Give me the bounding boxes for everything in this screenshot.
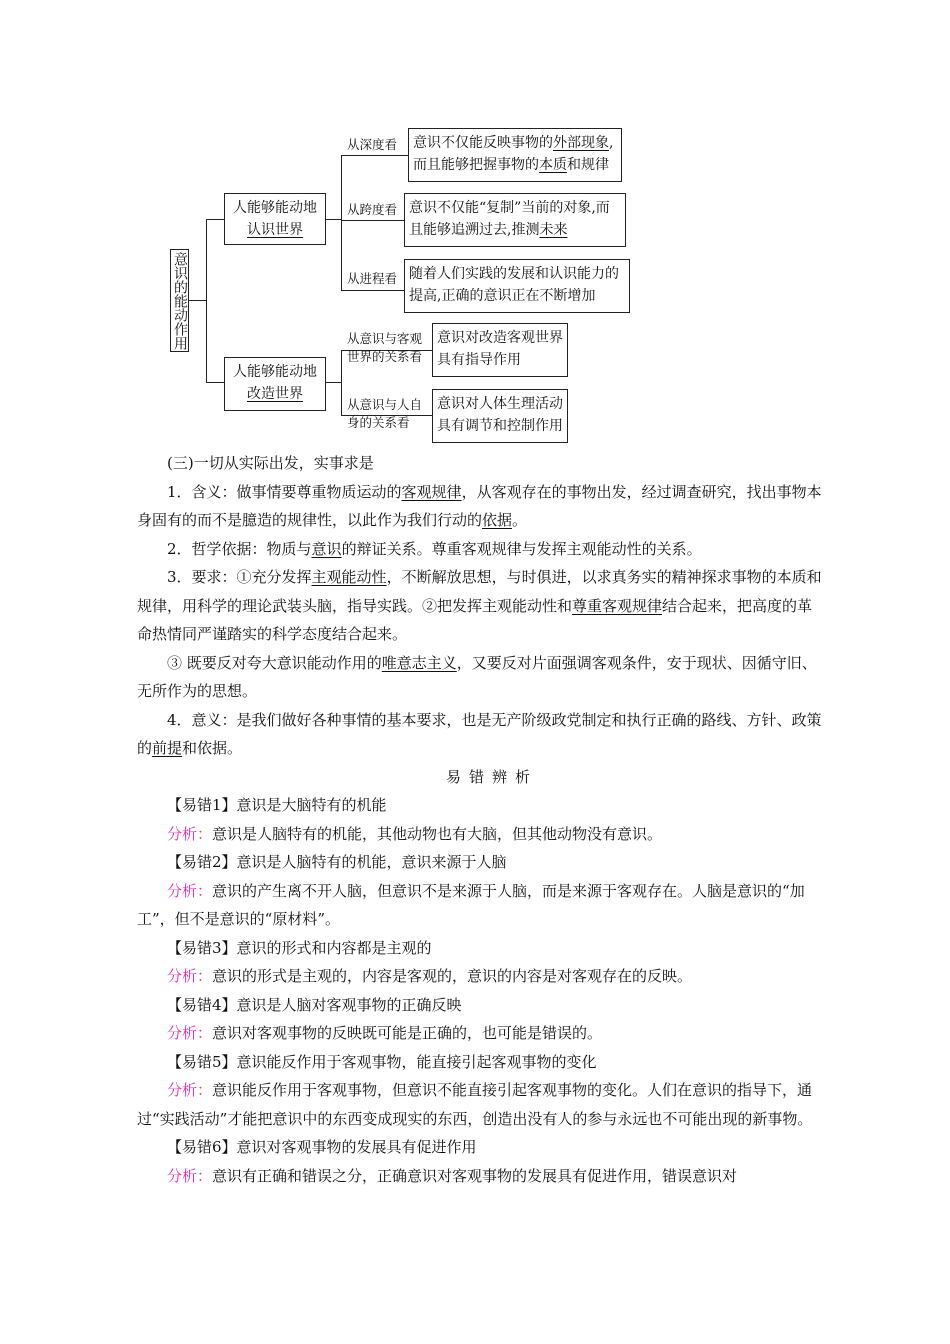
p5-text-2: 和依据。 <box>182 739 243 757</box>
depth-underline-1: 外部现象 <box>553 135 609 151</box>
body-text <box>137 449 827 1190</box>
branch-transform-box <box>224 357 326 411</box>
depth-underline-2: 本质 <box>539 157 567 173</box>
analysis-label: 分析： <box>167 881 213 900</box>
connector <box>206 219 224 220</box>
error-analysis <box>137 962 827 991</box>
branch-transform-line1: 人能够能动地 <box>233 364 317 380</box>
p2-text-2: 的辩证关系。尊重客观规律与发挥主观能动性的关系。 <box>341 539 702 558</box>
connector <box>341 155 342 291</box>
span-underline: 未来 <box>539 222 568 238</box>
regulate-text-1: 意识对人体生理活动 <box>437 396 563 412</box>
label-world-relation <box>347 330 422 366</box>
regulate-text-2: 具有调节和控制作用 <box>437 418 563 434</box>
p1-text-2: ，从客观存在的事物出发，经过调查研究，找出事物本身固有的而不是臆造的规律性，以此作为我们行动的 <box>137 482 822 529</box>
connector <box>341 290 408 291</box>
depth-text-2: 而且能够把握事物的 <box>413 157 539 173</box>
analysis-label: 分析： <box>167 967 213 985</box>
analysis-label: 分析： <box>167 1081 213 1099</box>
error-title: 【易错1】意识是大脑特有的机能 <box>167 796 387 814</box>
analysis-label: 分析： <box>167 1166 213 1185</box>
error-title: 【易错5】意识能反作用于客观事物，能直接引起客观事物的变化 <box>167 1052 597 1071</box>
label-depth: 从深度看 <box>347 137 398 152</box>
analysis-text: 意识对客观事物的反映既可能是正确的，也可能是错误的。 <box>212 1024 603 1042</box>
regulate-box <box>432 389 568 443</box>
paragraph-requirement <box>137 563 827 649</box>
p1-underline-2: 依据 <box>482 511 513 529</box>
connector <box>189 300 206 301</box>
paragraph-significance <box>137 706 827 763</box>
analysis-text: 意识是人脑特有的机能，其他动物也有大脑，但其他动物没有意识。 <box>212 824 663 843</box>
label-world-relation-2: 世界的关系看 <box>347 349 423 364</box>
depth-text-1b: , <box>609 135 614 151</box>
process-box <box>404 259 630 313</box>
connector <box>206 382 224 383</box>
error-analysis <box>137 877 827 934</box>
p1-text: 1．含义：做事情要尊重物质运动的 <box>167 482 402 501</box>
connector <box>341 220 408 221</box>
guide-text-2: 具有指导作用 <box>437 352 521 368</box>
section-title: (三)一切从实际出发，实事求是 <box>167 454 374 472</box>
span-text-2: 且能够追溯过去,推测 <box>409 222 540 238</box>
p4-text-2: ，又要反对片面强调客观条件，安于现状、因循守旧、无所作为的思想。 <box>137 653 817 700</box>
label-world-relation-1: 从意识与客观 <box>347 331 423 346</box>
p3-text: 3．要求：①充分发挥 <box>167 568 312 586</box>
p1-text-3: 。 <box>512 511 528 529</box>
diagram-root: 意识的能动作用 <box>170 249 189 352</box>
errors-heading: 易错辨析 <box>445 767 538 786</box>
analysis-text: 意识的产生离不开人脑，但意识不是来源于人脑，而是来源于客观存在。人脑是意识的“加工”，但不是意识的“原材料”。 <box>137 881 805 928</box>
p5-underline: 前提 <box>152 739 183 757</box>
depth-text-2b: 和规律 <box>567 157 609 173</box>
connector <box>341 350 342 416</box>
branch-cognize-line1: 人能够能动地 <box>233 200 317 216</box>
paragraph-basis <box>137 535 827 564</box>
p4-underline: 唯意志主义 <box>381 653 457 672</box>
label-self-relation-1: 从意识与人自 <box>347 397 423 412</box>
error-analysis <box>137 1076 827 1133</box>
error-analysis <box>137 1162 827 1191</box>
p1-underline-1: 客观规律 <box>401 482 462 501</box>
analysis-text: 意识能反作用于客观事物，但意识不能直接引起客观事物的变化。人们在意识的指导下，通过“实践活动”才能把意识中的东西变成现实的东西，创造出没有人的参与永远也不可能出现的新事物。 <box>137 1081 813 1128</box>
span-text-1: 意识不仅能“复制”当前的对象,而 <box>409 200 610 216</box>
concept-diagram <box>0 0 950 450</box>
error-analysis <box>137 820 827 849</box>
analysis-text: 意识的形式是主观的，内容是客观的，意识的内容是对客观存在的反映。 <box>212 967 693 985</box>
error-title: 【易错3】意识的形式和内容都是主观的 <box>167 938 432 957</box>
p3-text-3: 结合起来，把高度的革命热情同严谨踏实的科学态度结合起来。 <box>137 596 813 643</box>
branch-cognize-line2: 认识世界 <box>247 222 303 238</box>
guide-box <box>432 323 568 377</box>
guide-text-1: 意识对改造客观世界 <box>437 330 563 346</box>
p3-underline-1: 主观能动性 <box>311 568 387 586</box>
p2-text: 2．哲学依据：物质与 <box>167 539 312 558</box>
label-process: 从进程看 <box>347 271 398 286</box>
p3-text-2: ，不断解放思想，与时俱进，以求真务实的精神探求事物的本质和规律，用科学的理论武装头脑，指导实践。②把发挥主观能动性和 <box>137 568 822 615</box>
connector <box>341 155 408 156</box>
branch-cognize-box <box>224 193 326 245</box>
error-title: 【易错4】意识是人脑对客观事物的正确反映 <box>167 995 462 1014</box>
span-box <box>404 193 626 247</box>
label-self-relation-2: 身的关系看 <box>347 415 410 430</box>
branch-transform-line2: 改造世界 <box>247 386 303 402</box>
paragraph-requirement-3 <box>137 649 827 706</box>
paragraph-meaning <box>137 478 827 535</box>
label-span: 从跨度看 <box>347 202 398 217</box>
analysis-label: 分析： <box>167 824 213 843</box>
analysis-label: 分析： <box>167 1024 213 1042</box>
depth-text-1: 意识不仅能反映事物的 <box>413 135 553 151</box>
connector <box>326 382 341 383</box>
process-text-1: 随着人们实践的发展和认识能力的 <box>409 266 619 282</box>
error-title: 【易错2】意识是人脑特有的机能，意识来源于人脑 <box>167 853 507 871</box>
connector <box>206 219 207 382</box>
connector <box>326 219 341 220</box>
process-text-2: 提高,正确的意识正在不断增加 <box>409 288 596 304</box>
error-analysis <box>137 1019 827 1048</box>
p5-text: 4．意义：是我们做好各种事情的基本要求，也是无产阶级政党制定和执行正确的路线、方针、政策的 <box>137 710 822 757</box>
label-self-relation <box>347 396 422 432</box>
depth-box <box>408 128 622 182</box>
p4-text: ③ 既要反对夸大意识能动作用的 <box>167 653 382 672</box>
p2-underline: 意识 <box>311 539 342 558</box>
error-title: 【易错6】意识对客观事物的发展具有促进作用 <box>167 1138 477 1156</box>
p3-underline-2: 尊重客观规律 <box>572 596 663 615</box>
analysis-text: 意识有正确和错误之分，正确意识对客观事物的发展具有促进作用，错误意识对 <box>212 1166 738 1185</box>
